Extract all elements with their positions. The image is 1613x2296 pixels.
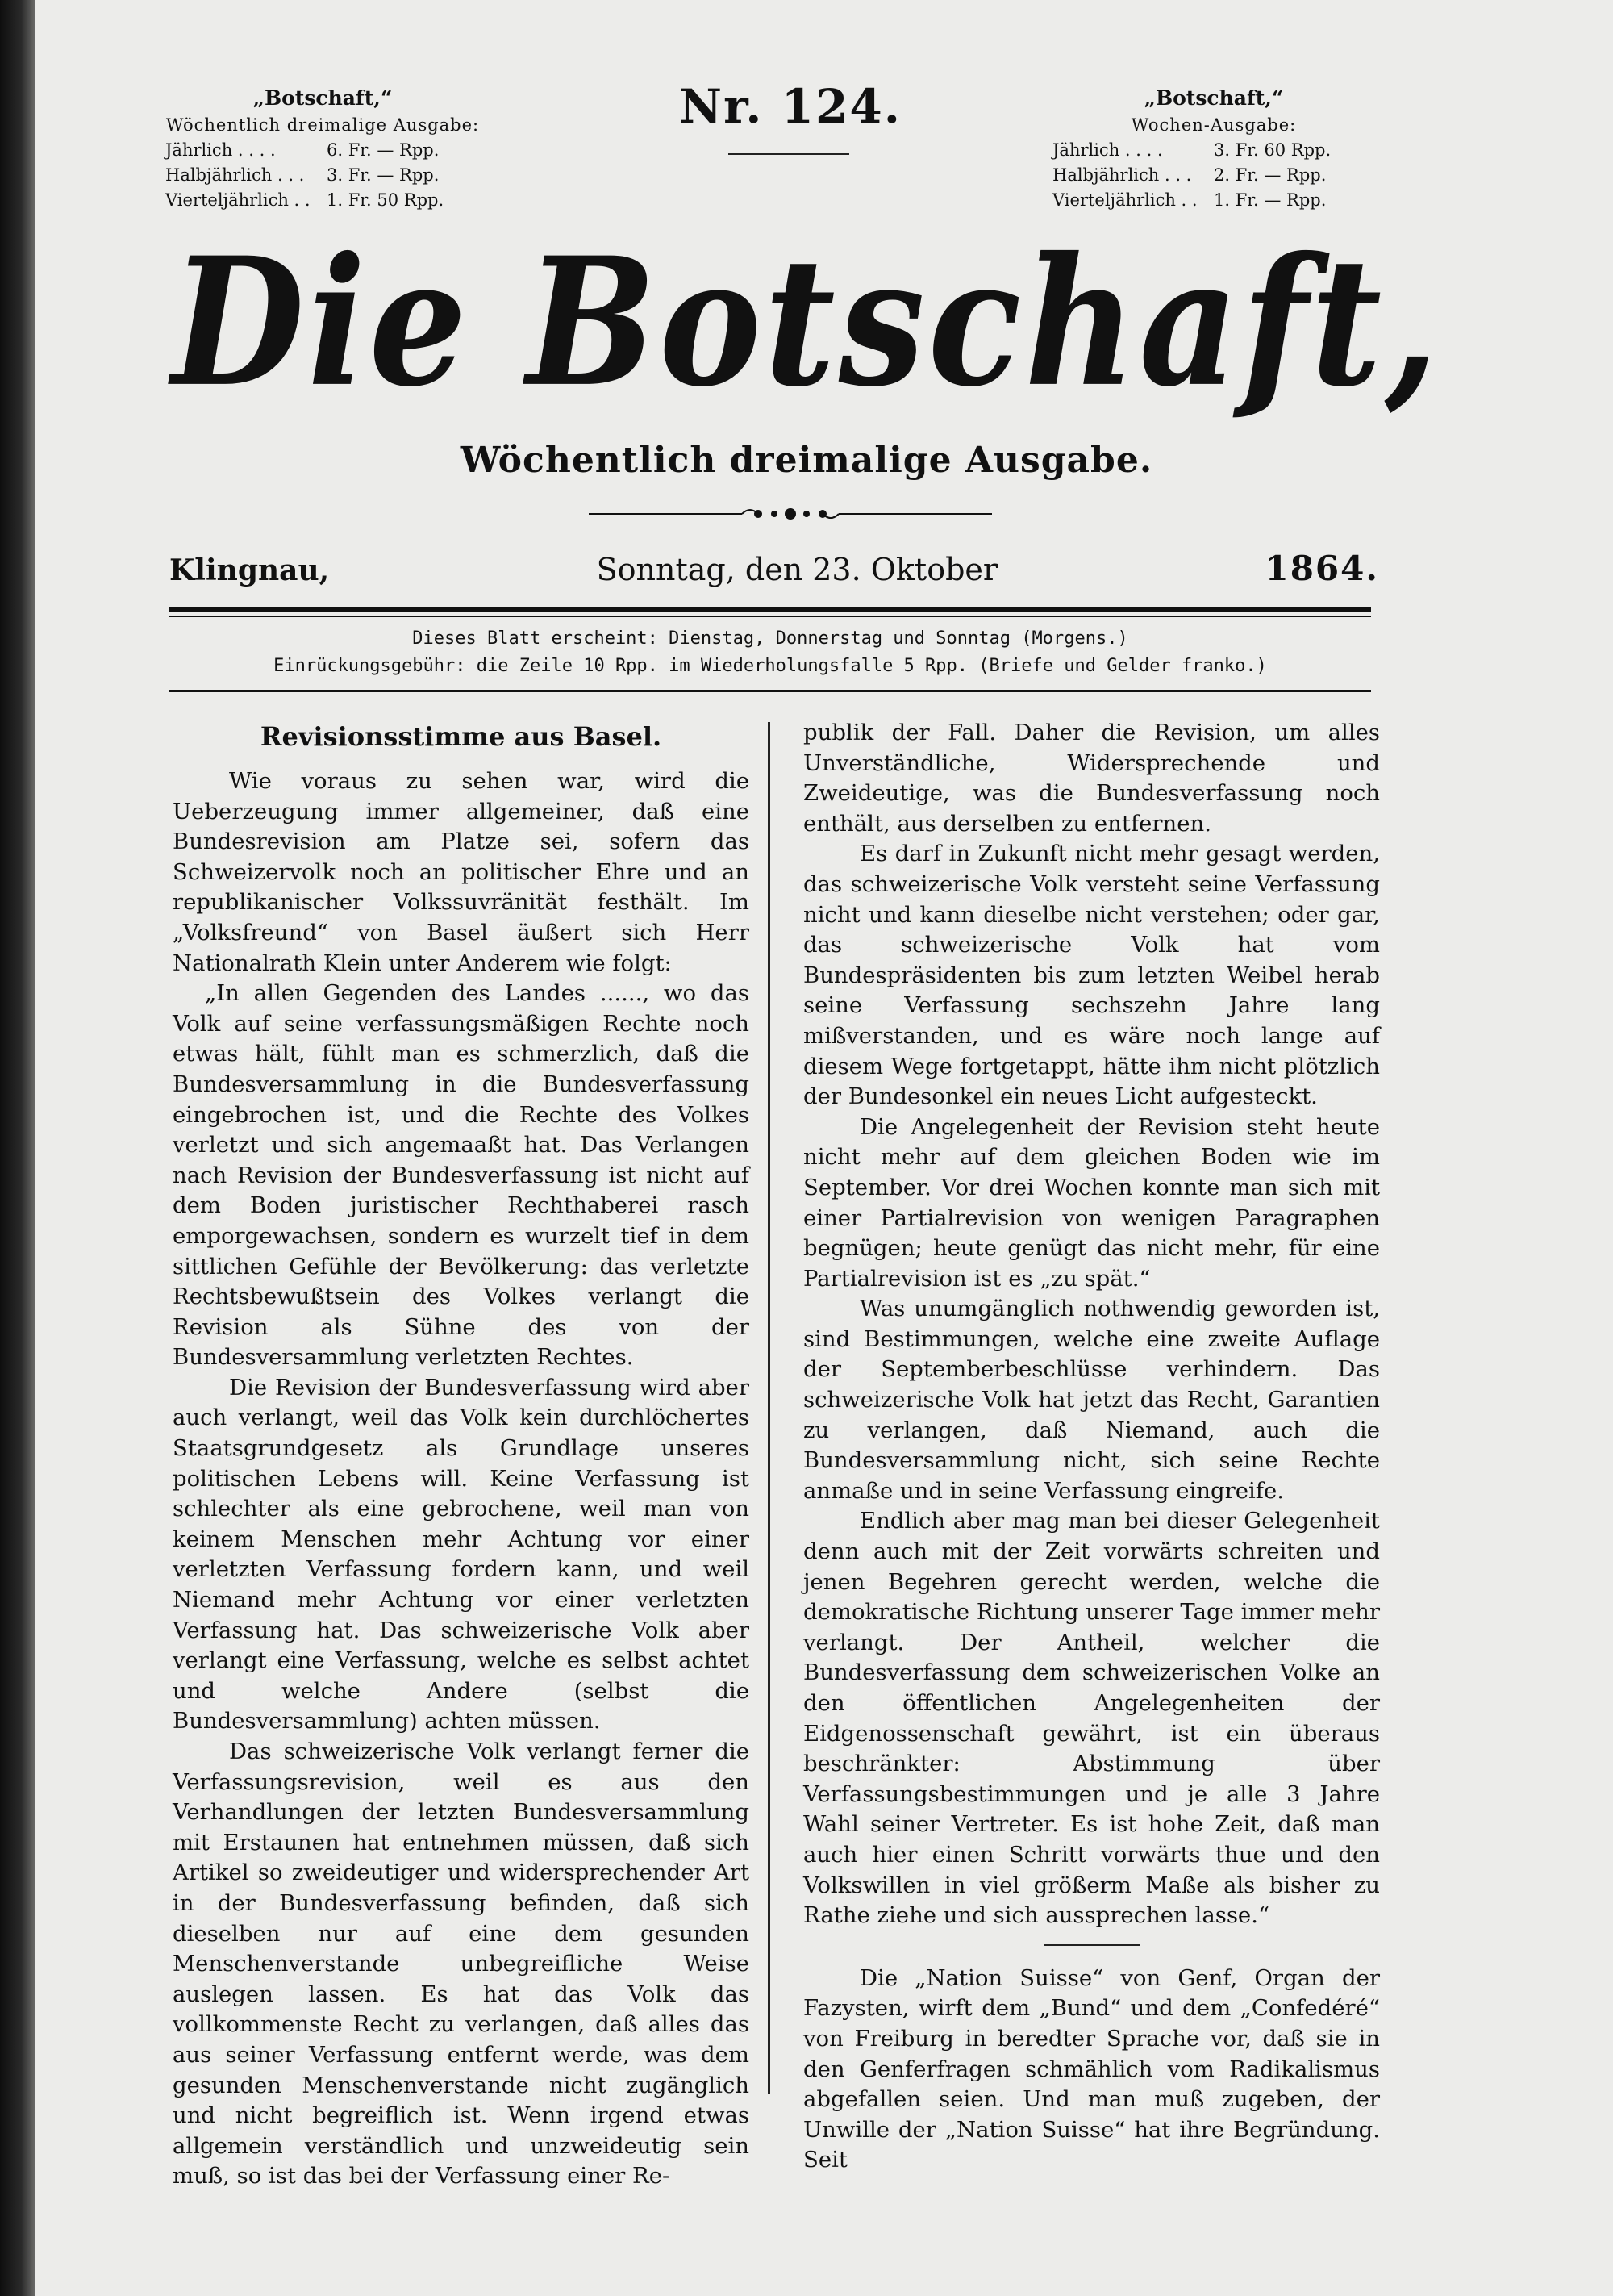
article-column-left xyxy=(173,718,749,2192)
dateline xyxy=(169,549,1379,597)
subscription-row: Vierteljährlich . . 1. Fr. — Rpp. xyxy=(1052,190,1327,210)
issue-date: Sonntag, den 23. Oktober xyxy=(596,552,998,587)
article-title: Revisionsstimme aus Basel. xyxy=(260,721,662,752)
article-paragraph: Es darf in Zukunft nicht mehr gesagt werden, das schweizerische Volk versteht seine Verfassung nicht und kann dieselbe nicht verstehen; oder gar, das schweizerische Volk hat vom Bundespräsidenten bis zum letzten Weibel herab seine Verfassung sechszehn Jahre lang mißverstanden, und es wäre noch lange auf diesem Wege fortgetappt, hätte ihm nicht plötzlich der Bundesonkel ein neues Licht aufgesteckt. xyxy=(803,841,1380,1110)
subscription-subtitle: Wöchentlich dreimalige Ausgabe: xyxy=(165,115,480,135)
masthead-subtitle: Wöchentlich dreimalige Ausgabe. xyxy=(460,440,1153,481)
article-paragraph: publik der Fall. Daher die Revision, um alles Unverständliche, Widersprechende und Zweideutige, was die Bundesverfassung noch enthält, aus derselben zu entfernen. xyxy=(803,720,1380,837)
issue-number: Nr. 124. xyxy=(679,79,902,134)
rule-thick xyxy=(169,607,1371,612)
section-rule xyxy=(1044,1944,1140,1946)
publication-info xyxy=(169,625,1371,680)
article-paragraph: Was unumgänglich nothwendig geworden ist, sind Bestimmungen, welche eine zweite Auflage der Septemberbeschlüsse verhindern. Das schweizerische Volk hat jetzt das Recht, Garantien zu verlangen, daß Niemand, auch die Bundesversammlung nicht, sich seine Rechte anmaße und in seine Verfassung eingreife. xyxy=(803,1296,1380,1504)
article-paragraph: „In allen Gegenden des Landes ......, wo das Volk auf seine verfassungsmäßigen Rechte noch etwas hält, fühlt man es schmerzlich, daß die Bundesversammlung in die Bundesverfassung eingebrochen ist, und die Rechte des Volkes verletzt und sich angemaaßt hat. Das Verlangen nach Revision der Bundesverfassung ist nicht auf dem Boden juristischer Rechthaberei rasch emporgewachsen, sondern es wurzelt tief in dem sittlichen Gefühle der Bevölkerung: das verletzte Rechtsbewußtsein des Volkes verlangt die Revision als Sühne des von der Bundesversammlung verletzten Rechtes. xyxy=(173,980,749,1371)
book-spine xyxy=(0,0,35,2296)
subscription-row: Jährlich . . . . 6. Fr. — Rpp. xyxy=(165,140,440,160)
article-paragraph: Endlich aber mag man bei dieser Gelegenheit denn auch mit der Zeit vorwärts schreiten und jenen Begehren gerecht werden, welche die demokratische Richtung unserer Tage immer mehr verlangt. Der Antheil, welcher die Bundesverfassung dem schweizerischen Volke an den öffentlichen Angelegenheiten der Eidgenossenschaft gewährt, ist ein überaus beschränkter: Abstimmung über Verfassungsbestimmungen und je alle 3 Jahre Wahl seiner Vertreter. Es ist hohe Zeit, daß man auch hier einen Schritt vorwärts thue und den Volkswillen in viel größerm Maße als bisher zu Rathe ziehe und sich aussprechen lasse.“ xyxy=(803,1508,1380,1929)
article-paragraph: Das schweizerische Volk verlangt ferner die Verfassungsrevision, weil es aus den Verhandlungen der letzten Bundesversammlung mit Erstaunen hat entnehmen müssen, daß sich Artikel so zweideutiger und widersprechender Art in der Bundesverfassung befinden, daß sich dieselben nur auf eine dem gesunden Menschenverstande unbegreifliche Weise auslegen lassen. Es hat das Volk das vollkommenste Recht zu verlangen, daß alles das aus seiner Verfassung entfernt werde, was dem gesunden Menschenverstande nicht zugänglich und nicht begreiflich ist. Wenn irgend etwas allgemein verständlich und unzweideutig sein muß, so ist das bei der Verfassung einer Re- xyxy=(173,1739,749,2190)
article-paragraph: Wie voraus zu sehen war, wird die Ueberzeugung immer allgemeiner, daß eine Bundesrevision am Platze sei, sofern das Schweizervolk noch an politischer Ehre und an republikanischer Volkssuvränität festhält. Im „Volksfreund“ von Basel äußert sich Herr Nationalrath Klein unter Anderem wie folgt: xyxy=(173,768,749,976)
column-divider xyxy=(768,722,770,2094)
article-paragraph: Die Angelegenheit der Revision steht heute nicht mehr auf dem gleichen Boden wie im September. Vor drei Wochen konnte man sich mit einer Partialrevision von wenigen Paragraphen begnügen; heute genügt das nicht mehr, für eine Partialrevision ist es „zu spät.“ xyxy=(803,1113,1380,1292)
issue-rule xyxy=(728,153,849,155)
article-paragraph: Die „Nation Suisse“ von Genf, Organ der Fazysten, wirft dem „Bund“ und dem „Confedéré“ von Freiburg in beredter Sprache vor, daß sie in den Genferfragen schmählich vom Radikalismus abgefallen seien. Und man muß zugeben, der Unwille der „Nation Suisse“ hat ihre Begründung. Seit xyxy=(803,1964,1380,2173)
masthead-title: Die Botschaft, xyxy=(171,219,1442,426)
place-name: Klingnau, xyxy=(169,553,330,587)
publication-schedule: Dieses Blatt erscheint: Dienstag, Donnerstag und Sonntag (Morgens.) xyxy=(412,628,1128,649)
subscription-box-right xyxy=(1052,84,1375,213)
subscription-row: Vierteljährlich . . 1. Fr. 50 Rpp. xyxy=(165,190,444,210)
article-paragraph: Die Revision der Bundesverfassung wird aber auch verlangt, weil das Volk kein durchlöchertes Staatsgrundgesetz als Grundlage unseres politischen Lebens will. Keine Verfassung ist schlechter als eine gebrochene, weil man von keinem Menschen mehr Achtung vor einer verletzten Verfassung fordern kann, und weil Niemand mehr Achtung vor einer verletzten Verfassung hat. Das schweizerische Volk aber verlangt eine Verfassung, welche es selbst achtet und welche Andere (selbst die Bundesversammlung) achten müssen. xyxy=(173,1374,749,1735)
issue-year: 1864. xyxy=(1265,549,1379,588)
subscription-title: „Botschaft,“ xyxy=(1144,86,1284,110)
rule-info xyxy=(169,690,1371,692)
subscription-subtitle: Wochen-Ausgabe: xyxy=(1131,115,1297,135)
rule-thin xyxy=(169,616,1371,617)
subscription-row: Jährlich . . . . 3. Fr. 60 Rpp. xyxy=(1052,140,1332,160)
ornament-divider xyxy=(581,500,1000,528)
article-column-right xyxy=(803,718,1380,2176)
subscription-box-left xyxy=(165,84,480,213)
subscription-row: Halbjährlich . . . 2. Fr. — Rpp. xyxy=(1052,165,1327,185)
advertising-rates: Einrückungsgebühr: die Zeile 10 Rpp. im Wiederholungsfalle 5 Rpp. (Briefe und Gelder franko.) xyxy=(273,656,1267,676)
subscription-title: „Botschaft,“ xyxy=(252,86,393,110)
subscription-row: Halbjährlich . . . 3. Fr. — Rpp. xyxy=(165,165,440,185)
